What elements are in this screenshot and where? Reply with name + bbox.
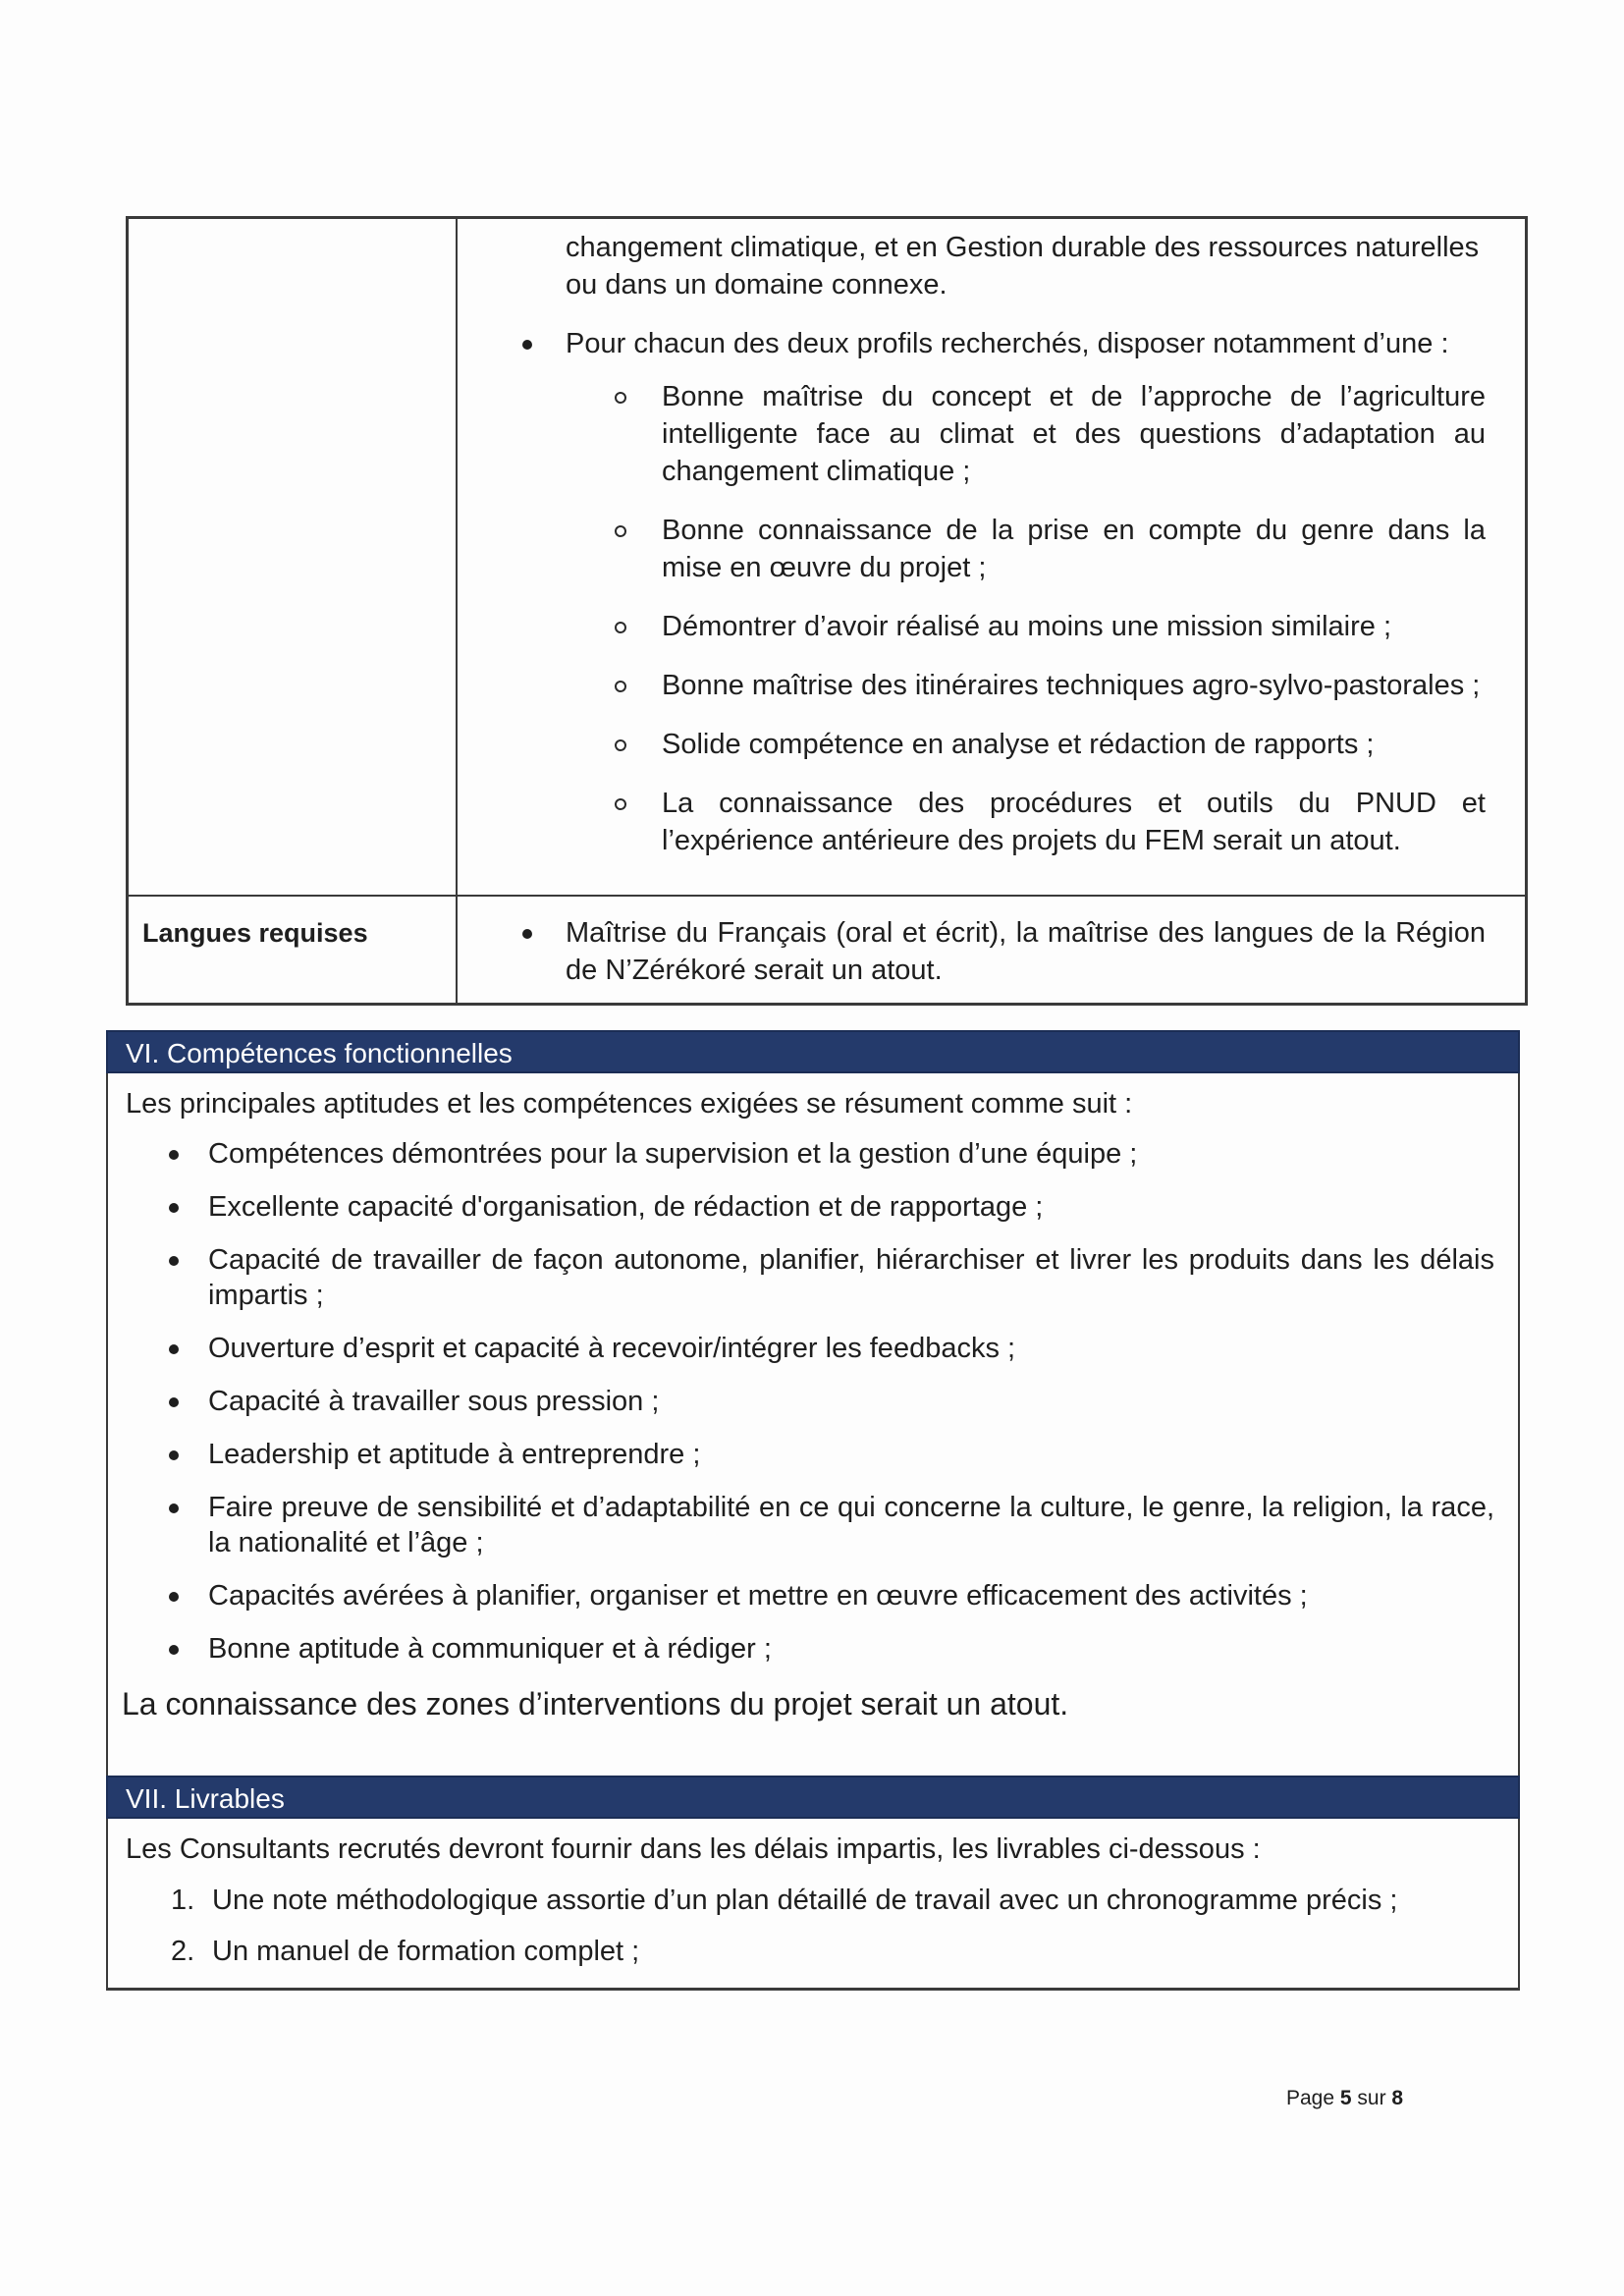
bullet-icon [169, 1645, 179, 1655]
list-item: Excellente capacité d'organisation, de rédaction et de rapportage ; [167, 1189, 1494, 1225]
circle-bullet-icon [615, 798, 626, 810]
section-competences-body [106, 1073, 1520, 1777]
profiles-intro: Pour chacun des deux profils recherchés, disposer notamment d’une : [566, 328, 1449, 359]
circle-bullet-icon [615, 392, 626, 404]
list-item: Bonne connaissance de la prise en compte du genre dans la mise en œuvre du projet ; [611, 512, 1486, 586]
list-item [516, 914, 1486, 989]
list-item: Solide compétence en analyse et rédaction de rapports ; [611, 726, 1486, 763]
bullet-icon [169, 1397, 179, 1407]
table-cell-qualifications [457, 218, 1527, 897]
table-row [128, 896, 1527, 1005]
closing-note: La connaissance des zones d’interventions du projet serait un atout. [122, 1686, 1069, 1722]
list-item: Bonne maîtrise des itinéraires techniques agro-sylvo-pastorales ; [611, 667, 1486, 704]
list-item: Capacité à travailler sous pression ; [167, 1384, 1494, 1419]
sub-list [611, 378, 1486, 859]
list-item: Ouverture d’esprit et capacité à recevoir/intégrer les feedbacks ; [167, 1331, 1494, 1366]
list-item: Démontrer d’avoir réalisé au moins une mission similaire ; [611, 608, 1486, 645]
bullet-icon [169, 1150, 179, 1160]
bullet-icon [522, 929, 532, 939]
section-heading-competences: VI. Compétences fonctionnelles [106, 1030, 1520, 1073]
list-item [516, 325, 1486, 362]
total-pages: 8 [1391, 2087, 1404, 2109]
item-number: 1. [171, 1885, 195, 1916]
circle-bullet-icon [615, 525, 626, 537]
list-item: Faire preuve de sensibilité et d’adaptabilité en ce qui concerne la culture, le genre, la religion, la race, la nationalité et l’âge ; [167, 1490, 1494, 1560]
page-number: Page 5 sur 8 [1286, 2087, 1404, 2109]
languages-label: Langues requises [128, 896, 458, 1005]
numbered-list [171, 1882, 1518, 1970]
circle-bullet-icon [615, 622, 626, 633]
list-item: 1. Une note méthodologique assortie d’un plan détaillé de travail avec un chronogramme précis ; [171, 1882, 1518, 1919]
list-item: Compétences démontrées pour la supervision et la gestion d’une équipe ; [167, 1136, 1494, 1172]
circle-bullet-icon [615, 681, 626, 692]
current-page: 5 [1339, 2087, 1352, 2109]
section-heading-livrables: VII. Livrables [106, 1776, 1520, 1819]
bullet-icon [169, 1503, 179, 1513]
list-item: Capacités avérées à planifier, organiser et mettre en œuvre efficacement des activités ; [167, 1578, 1494, 1613]
circle-bullet-icon [615, 739, 626, 751]
bullet-icon [522, 340, 532, 350]
qualifications-table [126, 216, 1528, 1006]
section-intro: Les Consultants recrutés devront fournir dans les délais impartis, les livrables ci-dessous : [126, 1833, 1261, 1865]
list-item: La connaissance des procédures et outils du PNUD et l’expérience antérieure des projets du FEM serait un atout. [611, 785, 1486, 859]
languages-text: Maîtrise du Français (oral et écrit), la maîtrise des langues de la Région de N’Zérékoré serait un atout. [566, 917, 1486, 986]
list-item: 2. Un manuel de formation complet ; [171, 1933, 1518, 1970]
list-item: Capacité de travailler de façon autonome, planifier, hiérarchiser et livrer les produits dans les délais impartis ; [167, 1242, 1494, 1313]
table-cell-left-empty [128, 218, 458, 897]
bullet-icon [169, 1344, 179, 1354]
bullet-list [167, 1136, 1518, 1667]
table-row [128, 218, 1527, 897]
table-cell-languages [457, 896, 1527, 1005]
bullet-icon [169, 1256, 179, 1266]
item-number: 2. [171, 1936, 195, 1967]
continuation-text: changement climatique, et en Gestion durable des ressources naturelles ou dans un domaine connexe. [566, 232, 1480, 301]
section-livrables-body [106, 1819, 1520, 1991]
bullet-icon [169, 1203, 179, 1213]
bullet-icon [169, 1592, 179, 1602]
bullet-icon [169, 1450, 179, 1460]
section-intro: Les principales aptitudes et les compétences exigées se résument comme suit : [126, 1088, 1133, 1120]
list-item: Bonne aptitude à communiquer et à rédiger ; [167, 1631, 1494, 1667]
list-item: Leadership et aptitude à entreprendre ; [167, 1437, 1494, 1472]
list-item: Bonne maîtrise du concept et de l’approche de l’agriculture intelligente face au climat et des questions d’adaptation au changement climatique ; [611, 378, 1486, 490]
